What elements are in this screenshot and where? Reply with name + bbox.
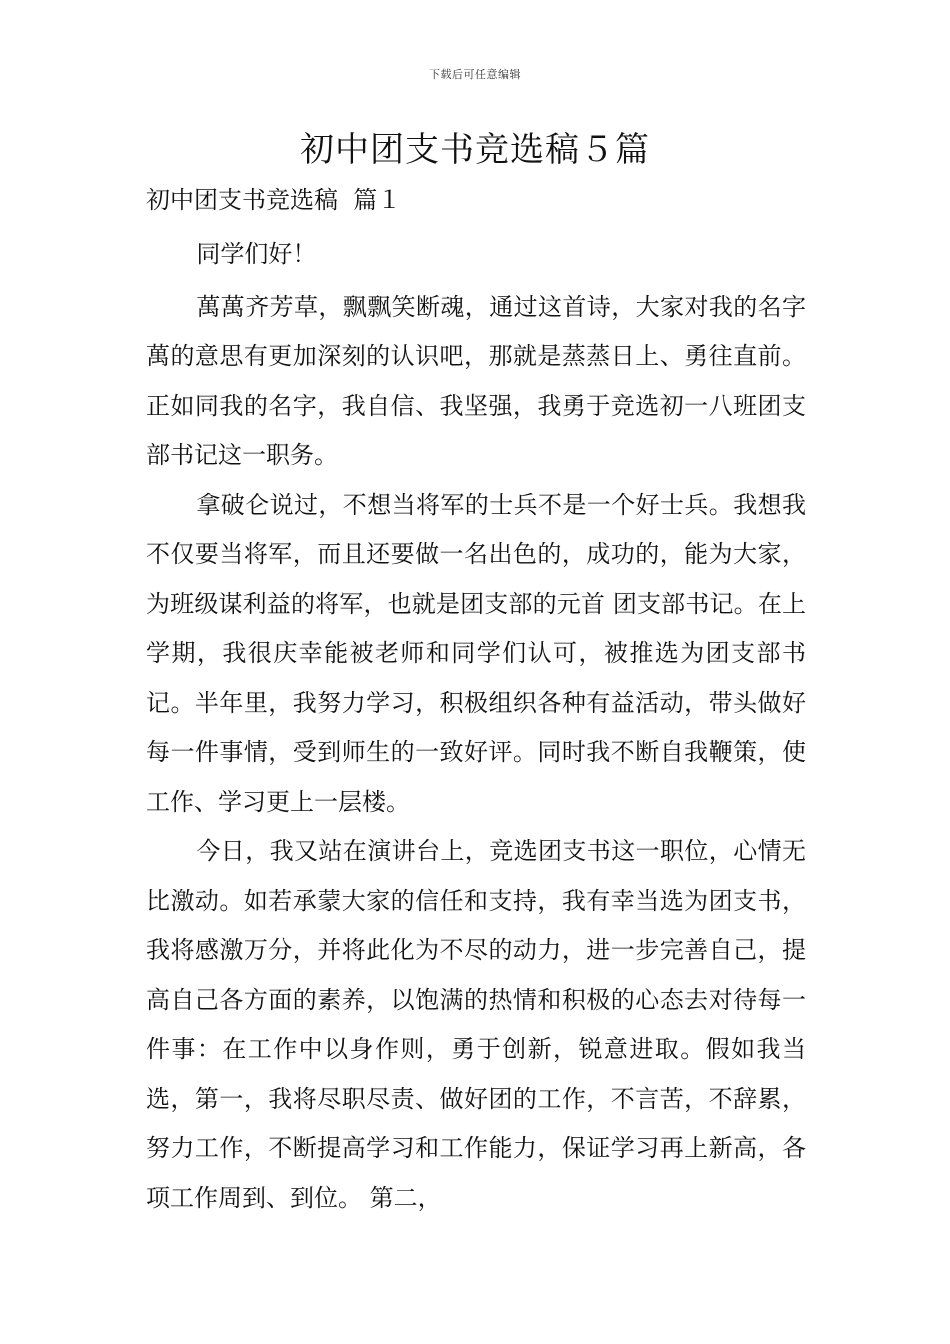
document-title: 初中团支书竞选稿５篇 (300, 130, 650, 170)
body-paragraph: 拿破仑说过，不想当将军的士兵不是一个好士兵。我想我不仅要当将军，而且还要做一名出色的，成功的，能为大家，为班级谋利益的将军，也就是团支部的元首 团支部书记。在上学期，我很庆幸能被老师和同学们认可，被推选为团支部书记。半年里，我努力学习，积极组织各种有益活动，带头做好每一件事情，受到师生的一致好评。同时我不断自我鞭策，使工作、学习更上一层楼。 (146, 490, 806, 816)
header-note: 下载后可任意编辑 (429, 68, 521, 81)
body-paragraph: 萬萬齐芳草，飘飘笑断魂，通过这首诗，大家对我的名字萬的意思有更加深刻的认识吧，那就是蒸蒸日上、勇往直前。正如同我的名字，我自信、我坚强，我勇于竞选初一八班团支部书记这一职务。 (146, 292, 806, 469)
body-paragraph: 今日，我又站在演讲台上，竞选团支书这一职位，心情无比激动。如若承蒙大家的信任和支持，我有幸当选为团支书，我将感激万分，并将此化为不尽的动力，进一步完善自己，提高自己各方面的素养，以饱满的热情和积极的心态去对待每一件事：在工作中以身作则，勇于创新，锐意进取。假如我当选，第一，我将尽职尽责、做好团的工作，不言苦，不辞累，努力工作，不断提高学习和工作能力，保证学习再上新高，各项工作周到、到位。 第二， (146, 837, 806, 1212)
greeting-paragraph: 同学们好！ (196, 240, 317, 268)
section-heading: 初中团支书竞选稿 篇１ (146, 186, 402, 214)
document-body (146, 230, 806, 1223)
